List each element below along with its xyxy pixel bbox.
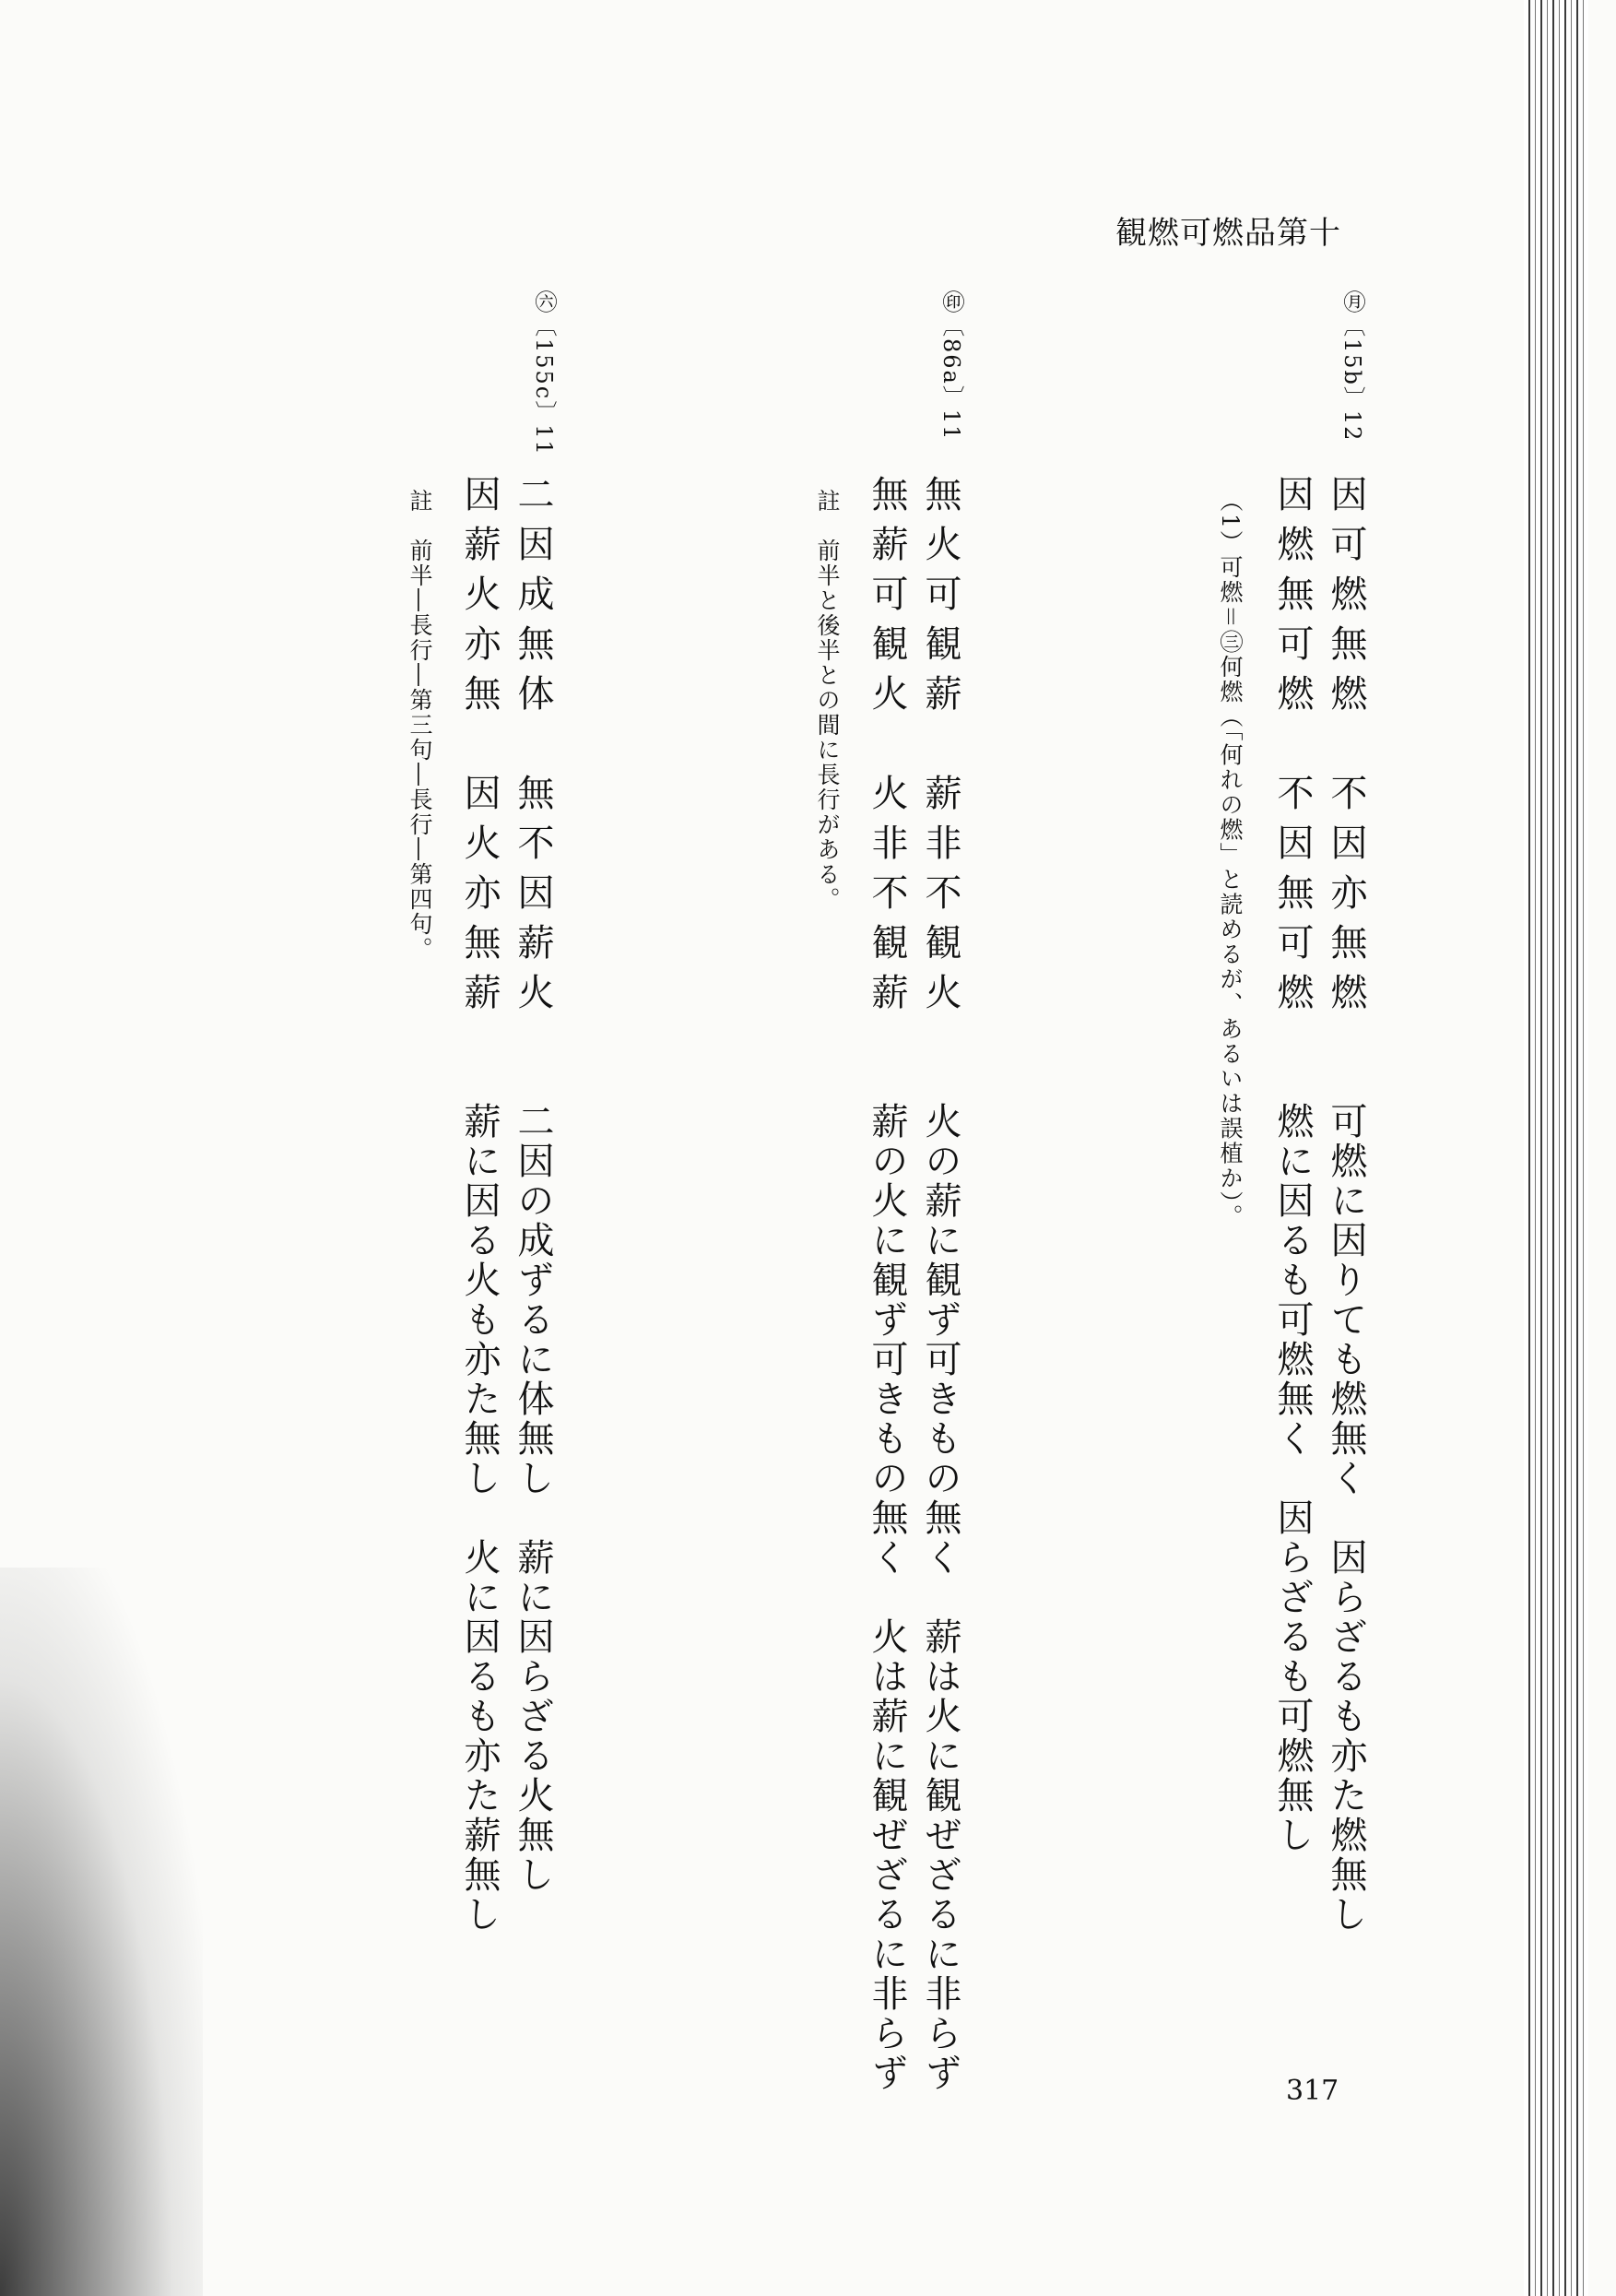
chapter-title: 観燃可燃品第十 <box>1115 215 1341 252</box>
section-3-poem-line-2: 因薪火亦無 因火亦無薪 <box>458 475 501 1023</box>
section-1-note: （1）可燃＝㊂何燃（「何れの燃」と読めるが、あるいは誤植か）。 <box>1217 489 1244 1229</box>
section-3-source: ㊅〔155c〕11 <box>531 290 557 456</box>
section-2-poem-line-2: 無薪可観火 火非不観薪 <box>866 475 908 1023</box>
section-2-translation-line-1: 火の薪に観ず可きもの無く 薪は火に観ぜざるに非らず <box>919 1102 961 2093</box>
section-1-poem-line-1: 因可燃無燃 不因亦無燃 <box>1325 475 1367 1023</box>
section-3-poem-line-1: 二因成無体 無不因薪火 <box>512 475 554 1023</box>
section-1-translation-line-1: 可燃に因りても燃無く 因らざるも亦た燃無し <box>1325 1102 1367 1935</box>
section-3-translation-line-1: 二因の成ずるに体無し 薪に因らざる火無し <box>512 1102 554 1895</box>
section-1-poem-line-2: 因燃無可燃 不因無可燃 <box>1271 475 1314 1023</box>
page-number: 317 <box>1286 2075 1339 2107</box>
scan-shadow <box>0 1568 203 2296</box>
section-3-translation-line-2: 薪に因る火も亦た無し 火に因るも亦た薪無し <box>458 1102 501 1935</box>
section-2-source: ㊞〔86a〕11 <box>938 290 964 442</box>
section-2-note: 註 前半と後半との間に長行がある。 <box>814 489 841 912</box>
section-1-translation-line-2: 燃に因るも可燃無く 因らざるも可燃無し <box>1271 1102 1314 1855</box>
book-binding-edge <box>1524 0 1588 2296</box>
section-1-source: ㊊〔15b〕12 <box>1339 290 1365 443</box>
section-2-poem-line-1: 無火可観薪 薪非不観火 <box>919 475 961 1023</box>
section-2-translation-line-2: 薪の火に観ず可きもの無く 火は薪に観ぜざるに非らず <box>866 1102 908 2093</box>
section-3-note: 註 前半―長行―第三句―長行―第四句。 <box>407 489 433 962</box>
